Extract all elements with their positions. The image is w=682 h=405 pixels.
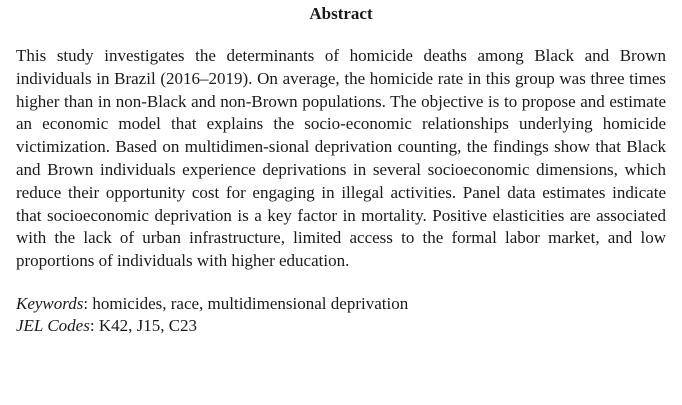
keywords-line (16, 293, 666, 316)
jel-codes-line (16, 315, 666, 338)
abstract-text: This study investigates the determinants of homicide deaths among Black and Brown individuals in Brazil (2016–2019). On average, the homicide rate in this group was three times higher than in non-Black and non-Brown populations. The objective is to propose and estimate an economic model that explains the socio-economic relationships underlying homicide victimization. Based on multidimen-sional deprivation counting, the findings show that Black and Brown individuals experience deprivations in several socioeconomic dimensions, which reduce their opportunity cost for engaging in illegal activities. Panel data estimates indicate that socioeconomic deprivation is a key factor in mortality. Positive elasticities are associated with the lack of urban infrastructure, limited access to the formal labor market, and low proportions of individuals with higher education. (16, 46, 666, 271)
jel-codes-separator: : (89, 316, 95, 336)
paper-metadata (16, 293, 666, 338)
jel-codes-label: JEL Codes (16, 316, 90, 336)
abstract-heading: Abstract (309, 4, 373, 23)
jel-codes-value: K42, J15, C23 (94, 316, 198, 336)
keywords-separator: : (83, 293, 89, 313)
keywords-value: homicides, race, multidimensional deprivation (88, 293, 409, 313)
keywords-label: Keywords (16, 293, 84, 313)
paper-page (0, 4, 682, 405)
